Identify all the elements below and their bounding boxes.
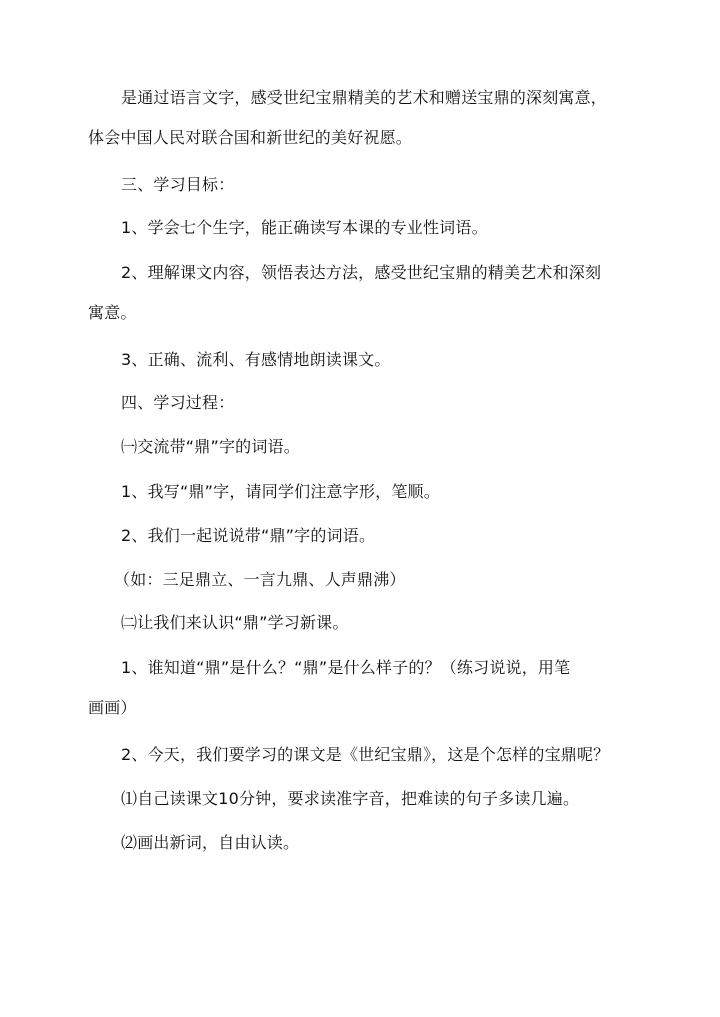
paragraph-line: 1、我写“鼎”字，请同学们注意字形，笔顺。 xyxy=(121,482,440,501)
process-step-2-item-1 xyxy=(88,648,648,728)
heading-text: 四、学习过程： xyxy=(121,393,235,412)
paragraph-line: 画画） xyxy=(88,698,137,717)
heading-text: 三、学习目标： xyxy=(121,175,235,194)
paragraph-line: 2、今天，我们要学习的课文是《世纪宝鼎》，这是个怎样的宝鼎呢？ xyxy=(121,745,610,764)
process-step-1 xyxy=(88,427,648,467)
process-step-2-item-2 xyxy=(88,735,648,775)
process-step-1-item-2 xyxy=(88,516,648,556)
paragraph-line: （如：三足鼎立、一言九鼎、人声鼎沸） xyxy=(114,570,406,589)
process-step-2-sub-2 xyxy=(88,823,648,863)
process-step-2 xyxy=(88,603,648,643)
objective-item-2 xyxy=(88,253,648,333)
paragraph-purpose xyxy=(88,78,648,158)
paragraph-line: ㈠交流带“鼎”字的词语。 xyxy=(121,437,300,456)
objective-item-1 xyxy=(88,208,648,248)
paragraph-line: 1、学会七个生字，能正确读写本课的专业性词语。 xyxy=(121,218,488,237)
paragraph-line: 体会中国人民对联合国和新世纪的美好祝愿。 xyxy=(88,128,413,147)
process-step-2-sub-1 xyxy=(88,779,648,819)
paragraph-line: 1、谁知道“鼎”是什么？“鼎”是什么样子的？（练习说说，用笔 xyxy=(121,658,571,677)
paragraph-line: ⑵画出新词，自由认读。 xyxy=(121,833,300,852)
paragraph-line: ⑴自己读课文10分钟，要求读准字音，把难读的句子多读几遍。 xyxy=(121,789,580,808)
paragraph-line: 2、理解课文内容，领悟表达方法，感受世纪宝鼎的精美艺术和深刻 xyxy=(121,263,602,282)
section-heading-objectives xyxy=(88,165,648,205)
process-step-1-examples xyxy=(88,560,648,600)
paragraph-line: 3、正确、流利、有感情地朗读课文。 xyxy=(121,350,391,369)
process-step-1-item-1 xyxy=(88,472,648,512)
section-heading-process xyxy=(88,383,648,423)
paragraph-line: 2、我们一起说说带“鼎”字的词语。 xyxy=(121,526,376,545)
objective-item-3 xyxy=(88,340,648,380)
paragraph-line: ㈡让我们来认识“鼎”学习新课。 xyxy=(121,613,349,632)
paragraph-line: 寓意。 xyxy=(88,303,137,322)
paragraph-line: 是通过语言文字，感受世纪宝鼎精美的艺术和赠送宝鼎的深刻寓意， xyxy=(121,88,608,107)
